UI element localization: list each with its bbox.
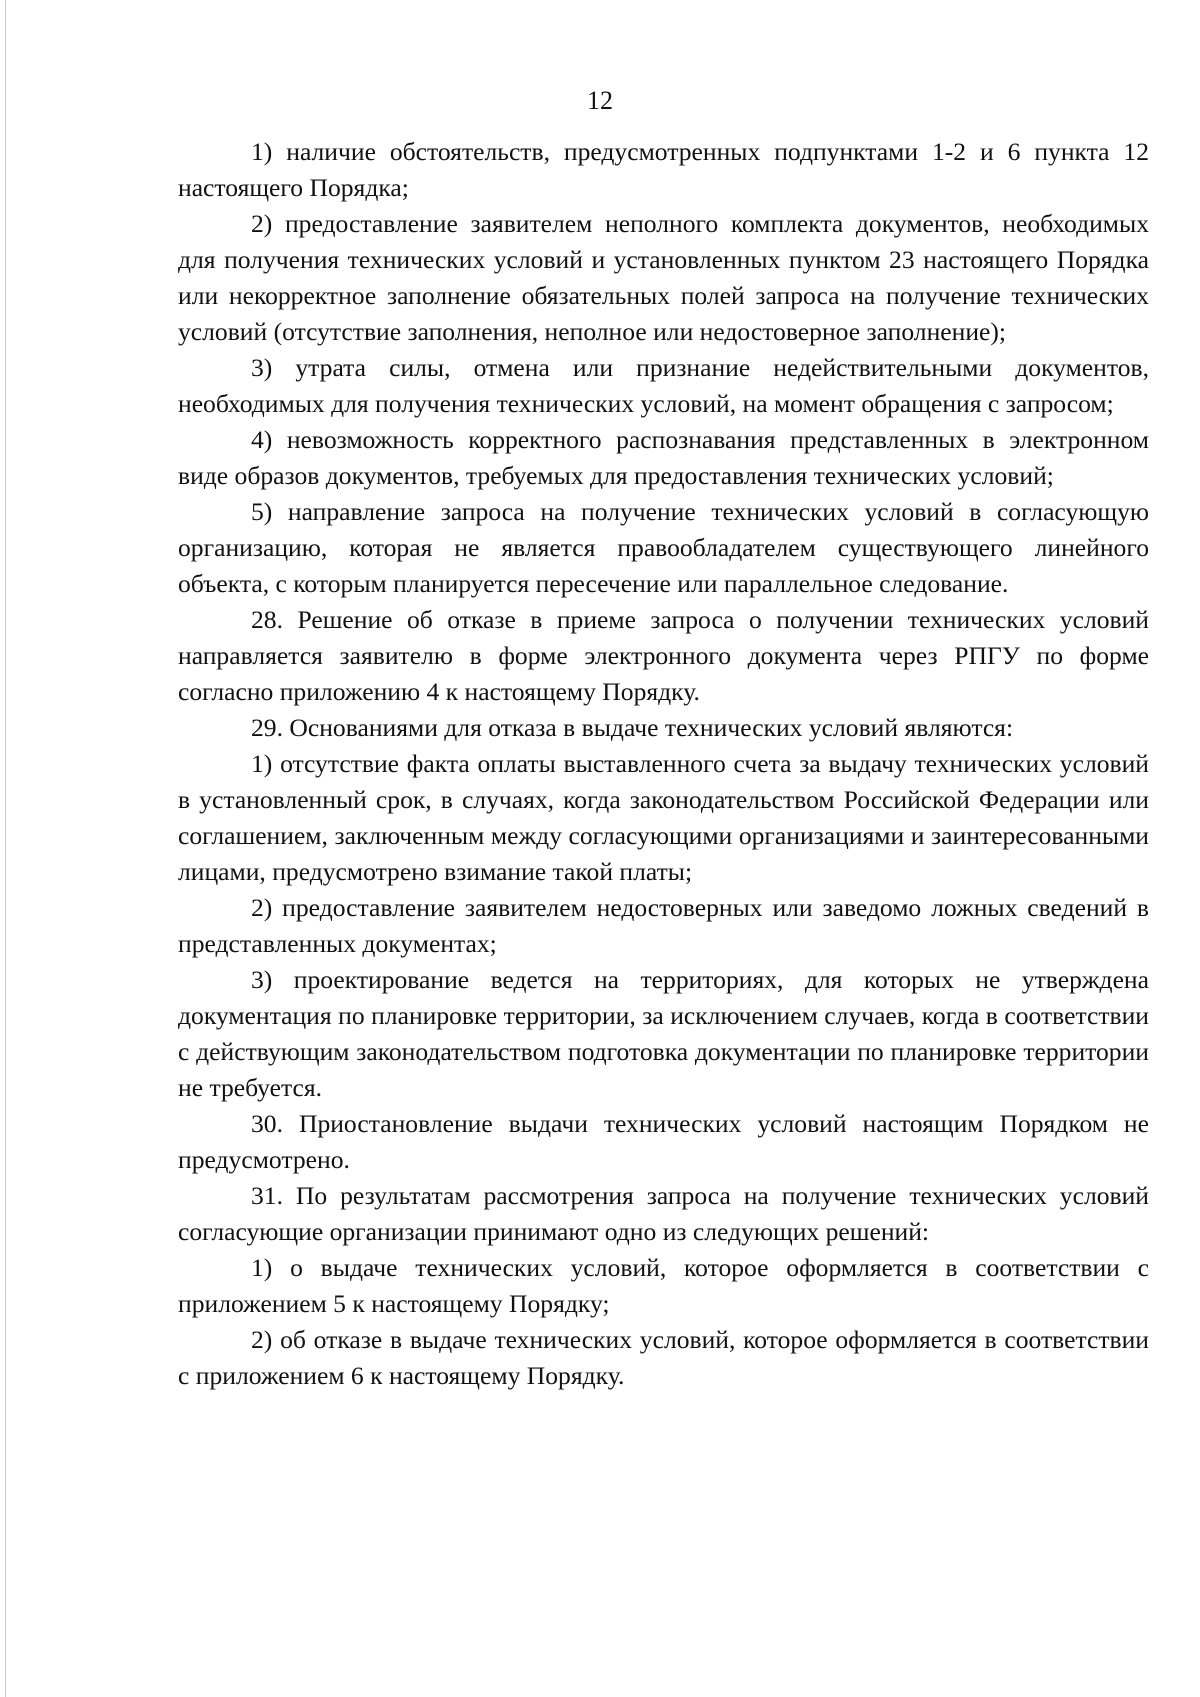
paragraph-clause-30: 30. Приостановление выдачи технических условий настоящим Порядком не предусмотрено.	[178, 1109, 1149, 1174]
paragraph-decision-1: 1) о выдаче технических условий, которое оформляется в соответствии с приложением 5 к настоящему Порядку;	[178, 1253, 1149, 1318]
paragraph-clause-28: 28. Решение об отказе в приеме запроса о получении технических условий направляется заявителю в форме электронного документа через РПГУ по форме согласно приложению 4 к настоящему Порядку.	[178, 605, 1149, 706]
paragraph-denial-reason-2: 2) предоставление заявителем неполного комплекта документов, необходимых для получения технических условий и установленных пунктом 23 настоящего Порядка или некорректное заполнение обязательных полей запроса на получение технических условий (отсутствие заполнения, неполное или недостоверное заполнение);	[178, 209, 1149, 346]
paragraph-decision-2: 2) об отказе в выдаче технических условий, которое оформляется в соответствии с приложением 6 к настоящему Порядку.	[178, 1325, 1149, 1390]
paragraph-refusal-ground-3: 3) проектирование ведется на территориях, для которых не утверждена документация по планировке территории, за исключением случаев, когда в соответствии с действующим законодательством подготовка документации по планировке территории не требуется.	[178, 965, 1149, 1102]
paragraph-denial-reason-4: 4) невозможность корректного распознавания представленных в электронном виде образов документов, требуемых для предоставления технических условий;	[178, 425, 1149, 490]
page-number: 12	[587, 86, 613, 115]
paragraph-refusal-ground-2: 2) предоставление заявителем недостоверных или заведомо ложных сведений в представленных документах;	[178, 893, 1149, 958]
paragraph-denial-reason-1: 1) наличие обстоятельств, предусмотренных подпунктами 1-2 и 6 пункта 12 настоящего Порядка;	[178, 137, 1149, 202]
paragraph-clause-29: 29. Основаниями для отказа в выдаче технических условий являются:	[251, 713, 1014, 742]
paragraph-clause-31: 31. По результатам рассмотрения запроса на получение технических условий согласующие организации принимают одно из следующих решений:	[178, 1181, 1149, 1246]
document-body	[178, 134, 1149, 1394]
paragraph-denial-reason-3: 3) утрата силы, отмена или признание недействительными документов, необходимых для получения технических условий, на момент обращения с запросом;	[178, 353, 1149, 418]
paragraph-denial-reason-5: 5) направление запроса на получение технических условий в согласующую организацию, которая не является правообладателем существующего линейного объекта, с которым планируется пересечение или параллельное следование.	[178, 497, 1149, 598]
scan-edge-line	[5, 0, 6, 1697]
paragraph-refusal-ground-1: 1) отсутствие факта оплаты выставленного счета за выдачу технических условий в установленный срок, в случаях, когда законодательством Российской Федерации или соглашением, заключенным между согласующими организациями и заинтересованными лицами, предусмотрено взимание такой платы;	[178, 749, 1149, 886]
